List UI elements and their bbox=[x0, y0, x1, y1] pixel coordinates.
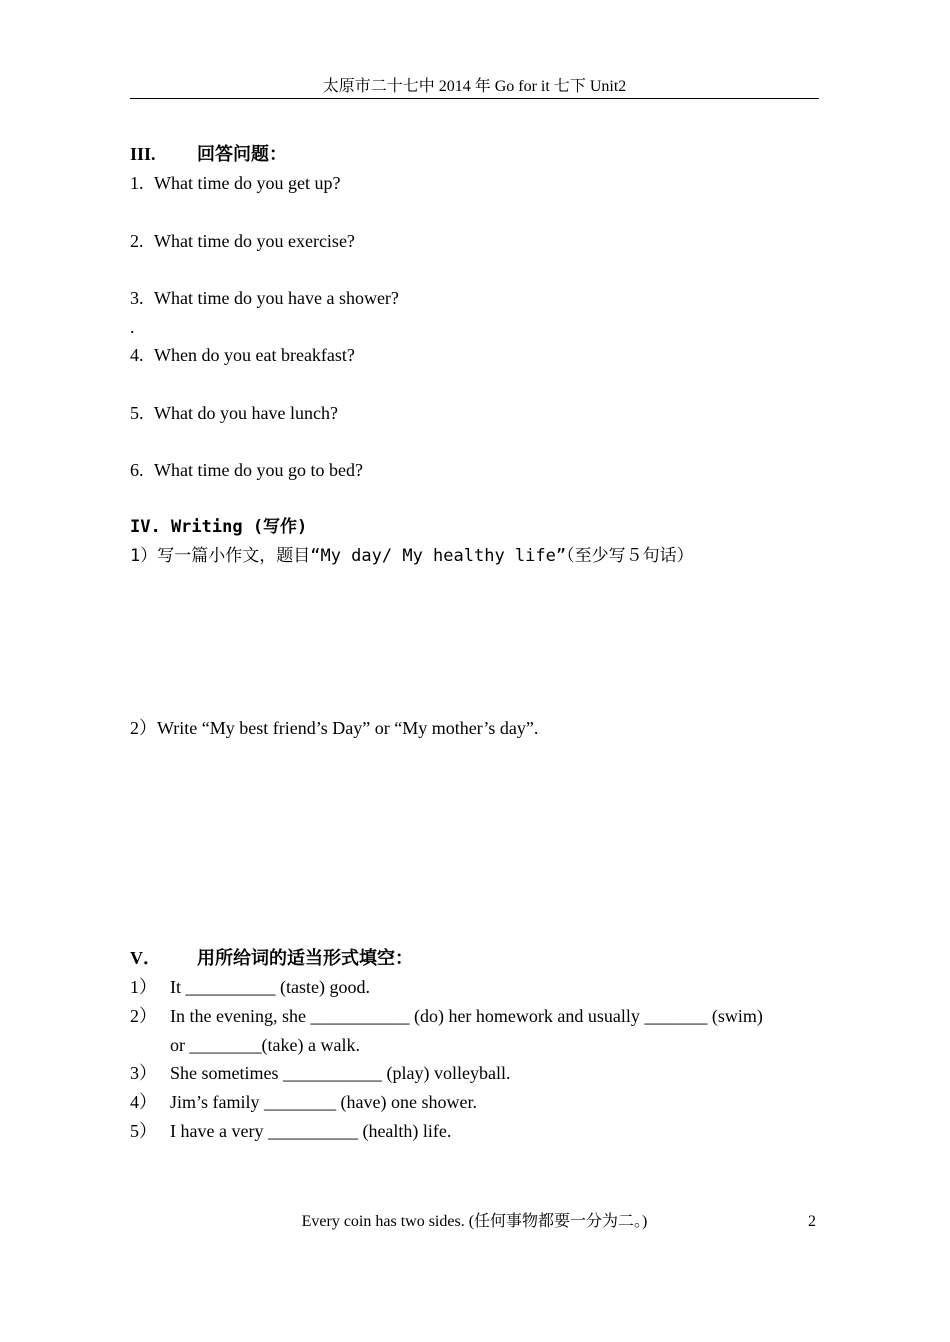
question-text: What do you have lunch? bbox=[154, 403, 338, 423]
question-number: 6. bbox=[130, 460, 144, 480]
item-number: 3） bbox=[130, 1063, 157, 1083]
fill-item-3 bbox=[130, 1061, 510, 1085]
question-number: 4. bbox=[130, 345, 144, 365]
section-5-heading bbox=[130, 946, 413, 970]
writing-task-1: 1）写一篇小作文，题目“My day/ My healthy life”（至少写５句话） bbox=[130, 546, 694, 566]
question-text: What time do you exercise? bbox=[154, 231, 355, 251]
footer-motto: Every coin has two sides. (任何事物都要一分为二。) bbox=[301, 1213, 648, 1230]
question-1 bbox=[130, 171, 340, 195]
question-2 bbox=[130, 229, 355, 253]
question-text: What time do you go to bed? bbox=[154, 460, 363, 480]
header-rule bbox=[130, 98, 819, 99]
item-number: 1） bbox=[130, 977, 157, 997]
item-text: It __________ (taste) good. bbox=[170, 977, 370, 997]
page-number: 2 bbox=[808, 1213, 816, 1230]
item-text: In the evening, she ___________ (do) her homework and usually _______ (swim) bbox=[170, 1006, 763, 1026]
item-text: I have a very __________ (health) life. bbox=[170, 1121, 452, 1141]
section-5-number: V． bbox=[130, 948, 161, 968]
question-number: 2. bbox=[130, 231, 144, 251]
question-text: What time do you have a shower? bbox=[154, 288, 399, 308]
question-4 bbox=[130, 343, 355, 367]
item-text: Jim’s family ________ (have) one shower. bbox=[170, 1092, 477, 1112]
fill-item-2 bbox=[130, 1004, 763, 1028]
item-number: 5） bbox=[130, 1121, 157, 1141]
question-6 bbox=[130, 458, 363, 482]
question-number: 3. bbox=[130, 288, 144, 308]
question-3 bbox=[130, 286, 399, 310]
question-number: 1. bbox=[130, 173, 144, 193]
section-5-title: 用所给词的适当形式填空： bbox=[197, 948, 413, 968]
section-3-number: III. bbox=[130, 144, 156, 164]
fill-item-2-continued bbox=[130, 1033, 360, 1057]
fill-item-5 bbox=[130, 1119, 451, 1143]
item-text: She sometimes ___________ (play) volleyball. bbox=[170, 1063, 511, 1083]
question-5 bbox=[130, 401, 338, 425]
item-number: 2） bbox=[130, 1006, 157, 1026]
section-3-heading bbox=[130, 142, 287, 166]
section-3-title: 回答问题： bbox=[197, 144, 287, 164]
fill-item-4 bbox=[130, 1090, 477, 1114]
question-text: What time do you get up? bbox=[154, 173, 341, 193]
question-text: When do you eat breakfast? bbox=[154, 345, 355, 365]
fill-item-1 bbox=[130, 975, 370, 999]
stray-dot: . bbox=[130, 317, 135, 337]
page-header: 太原市二十七中 2014 年 Go for it 七下 Unit2 bbox=[322, 78, 627, 95]
section-4-heading: IV. Writing (写作) bbox=[130, 517, 308, 537]
writing-task-2: 2）Write “My best friend’s Day” or “My mother’s day”. bbox=[130, 718, 539, 738]
item-number: 4） bbox=[130, 1092, 157, 1112]
item-text: or ________(take) a walk. bbox=[170, 1035, 360, 1055]
question-number: 5. bbox=[130, 403, 144, 423]
